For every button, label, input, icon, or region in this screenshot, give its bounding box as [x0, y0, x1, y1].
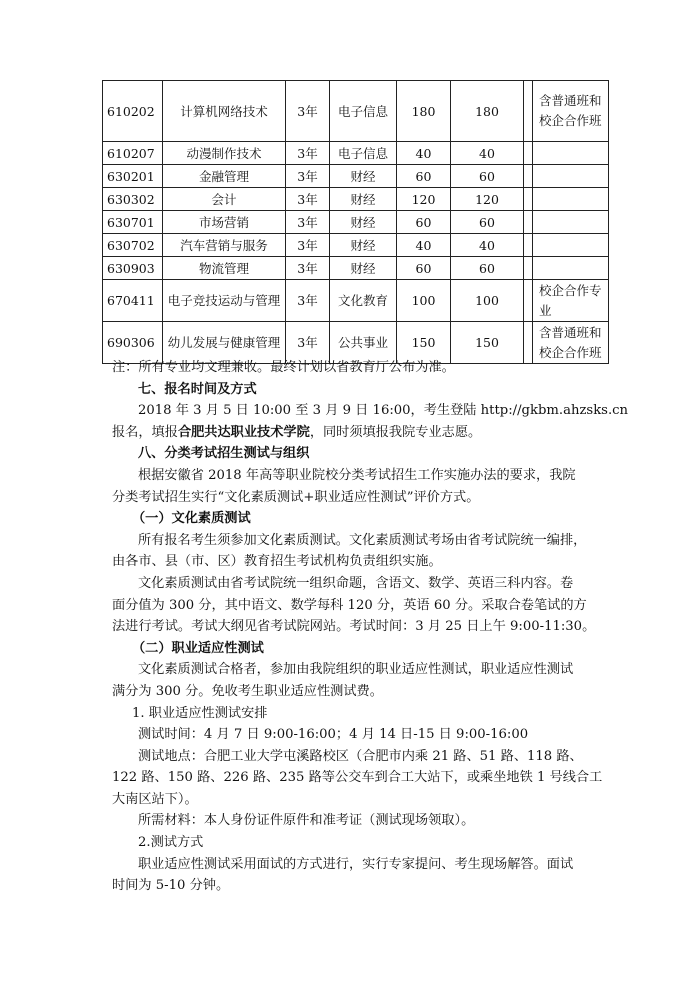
subsection-1-heading: （一）文化素质测试: [132, 511, 251, 527]
cell-code: 630903: [103, 257, 163, 280]
cell-major-name: 金融管理: [163, 165, 286, 188]
cell-major-name: 汽车营销与服务: [163, 234, 286, 257]
s8-paragraph-4-line-1: 文化素质测试合格者，参加由我院组织的职业适应性测试，职业适应性测试: [138, 662, 574, 678]
majors-table-body: [103, 81, 609, 364]
cell-plan-1: 150: [397, 322, 451, 364]
s8-paragraph-3-line-1: 文化素质测试由省考试院统一组织命题，含语文、数学、英语三科内容。卷: [138, 575, 574, 591]
cell-years: 3年: [286, 322, 330, 364]
test-location-line-1: 测试地点：合肥工业大学屯溪路校区（合肥市内乘 21 路、51 路、118 路、: [138, 748, 583, 764]
s8-paragraph-1-line-1: 根据安徽省 2018 年高等职业院校分类考试招生工作实施办法的要求，我院: [138, 467, 576, 483]
cell-plan-2: 180: [451, 81, 524, 142]
cell-category: 财经: [330, 234, 397, 257]
cell-code: 630302: [103, 188, 163, 211]
table-row: [103, 165, 609, 188]
cell-code: 630702: [103, 234, 163, 257]
cell-plan-2: 40: [451, 234, 524, 257]
cell-plan-1: 60: [397, 211, 451, 234]
table-row: [103, 280, 609, 322]
cell-code: 670411: [103, 280, 163, 322]
cell-code: 630701: [103, 211, 163, 234]
cell-note-2: [533, 234, 609, 257]
cell-plan-1: 40: [397, 142, 451, 165]
table-row: [103, 234, 609, 257]
s8-paragraph-2-line-2: 由各市、县（市、区）教育招生考试机构负责组织实施。: [112, 554, 442, 570]
test-time: 测试时间：4 月 7 日 9:00-16:00；4 月 14 日-15 日 9:00-16:00: [138, 727, 529, 743]
cell-code: 610202: [103, 81, 163, 142]
s7-text-pre: 报名，填报: [112, 424, 178, 440]
table-row: [103, 188, 609, 211]
cell-code: 610207: [103, 142, 163, 165]
cell-major-name: 动漫制作技术: [163, 142, 286, 165]
cell-plan-1: 100: [397, 280, 451, 322]
table-row: [103, 211, 609, 234]
cell-major-name: 幼儿发展与健康管理: [163, 322, 286, 364]
s8-paragraph-3-line-2: 面分值为 300 分，其中语文、数学每科 120 分，英语 60 分。采取合卷笔试的方: [112, 597, 587, 613]
cell-major-name: 市场营销: [163, 211, 286, 234]
s8-paragraph-5-line-1: 职业适应性测试采用面试的方式进行，实行专家提问、考生现场解答。面试: [138, 856, 574, 872]
cell-note-1: [524, 188, 533, 211]
s7-paragraph-line-1: 2018 年 3 月 5 日 10:00 至 3 月 9 日 16:00，考生登陆 http://gkbm.ahzsks.cn: [138, 403, 629, 419]
cell-years: 3年: [286, 165, 330, 188]
cell-major-name: 计算机网络技术: [163, 81, 286, 142]
cell-category: 财经: [330, 188, 397, 211]
majors-table: [102, 80, 609, 364]
cell-code: 630201: [103, 165, 163, 188]
cell-years: 3年: [286, 280, 330, 322]
cell-plan-2: 60: [451, 165, 524, 188]
cell-major-name: 会计: [163, 188, 286, 211]
cell-note-2: 校企合作专业: [533, 280, 609, 322]
cell-note-1: [524, 142, 533, 165]
cell-category: 文化教育: [330, 280, 397, 322]
cell-note-1: [524, 280, 533, 322]
cell-plan-2: 60: [451, 211, 524, 234]
cell-plan-2: 120: [451, 188, 524, 211]
cell-years: 3年: [286, 211, 330, 234]
cell-plan-2: 60: [451, 257, 524, 280]
cell-plan-2: 40: [451, 142, 524, 165]
cell-plan-1: 40: [397, 234, 451, 257]
cell-note-2: [533, 165, 609, 188]
table-row: [103, 142, 609, 165]
item-2-heading: 2.测试方式: [138, 835, 204, 851]
cell-note-2: [533, 142, 609, 165]
section-7-heading: 七、报名时间及方式: [138, 381, 257, 397]
cell-plan-1: 60: [397, 165, 451, 188]
cell-category: 电子信息: [330, 81, 397, 142]
cell-plan-2: 150: [451, 322, 524, 364]
cell-years: 3年: [286, 188, 330, 211]
cell-category: 财经: [330, 211, 397, 234]
college-name: 合肥共达职业技术学院: [177, 424, 310, 440]
cell-note-1: [524, 257, 533, 280]
table-row: [103, 257, 609, 280]
s8-paragraph-2-line-1: 所有报名考生须参加文化素质测试。文化素质测试考场由省考试院统一编排，: [138, 532, 587, 548]
table-row: [103, 81, 609, 142]
s8-paragraph-1-line-2: 分类考试招生实行“文化素质测试+职业适应性测试”评价方式。: [112, 489, 480, 505]
table-footnote: 注：所有专业均文理兼收。最终计划以省教育厅公布为准。: [112, 360, 455, 375]
cell-note-2: 含普通班和校企合作班: [533, 81, 609, 142]
cell-note-2: 含普通班和校企合作班: [533, 322, 609, 364]
s7-paragraph-line-2: [112, 422, 602, 444]
cell-plan-1: 180: [397, 81, 451, 142]
cell-major-name: 物流管理: [163, 257, 286, 280]
cell-note-1: [524, 211, 533, 234]
cell-note-2: [533, 188, 609, 211]
test-location-line-3: 大南区站下）。: [112, 791, 198, 807]
cell-code: 690306: [103, 322, 163, 364]
cell-note-1: [524, 165, 533, 188]
s8-paragraph-5-line-2: 时间为 5-10 分钟。: [112, 878, 230, 894]
s8-paragraph-4-line-2: 满分为 300 分。免收考生职业适应性测试费。: [112, 683, 383, 699]
cell-major-name: 电子竞技运动与管理: [163, 280, 286, 322]
section-8-heading: 八、分类考试招生测试与组织: [138, 446, 310, 462]
test-location-line-2: 122 路、150 路、226 路、235 路等公交车到合工大站下，或乘坐地铁 1 号线合工: [112, 770, 603, 786]
cell-note-2: [533, 211, 609, 234]
subsection-2-heading: （二）职业适应性测试: [132, 640, 264, 656]
cell-years: 3年: [286, 142, 330, 165]
item-1-heading: 1. 职业适应性测试安排: [132, 705, 268, 721]
cell-category: 财经: [330, 165, 397, 188]
body-text: [112, 357, 629, 897]
cell-note-1: [524, 81, 533, 142]
required-materials: 所需材料：本人身份证件原件和准考证（测试现场领取）。: [138, 813, 475, 829]
cell-plan-1: 120: [397, 188, 451, 211]
cell-category: 电子信息: [330, 142, 397, 165]
cell-note-1: [524, 234, 533, 257]
cell-plan-1: 60: [397, 257, 451, 280]
cell-category: 财经: [330, 257, 397, 280]
cell-years: 3年: [286, 81, 330, 142]
cell-category: 公共事业: [330, 322, 397, 364]
cell-plan-2: 100: [451, 280, 524, 322]
s8-paragraph-3-line-3: 法进行考试。考试大纲见省考试院网站。考试时间：3 月 25 日上午 9:00-11:30。: [112, 619, 596, 635]
cell-years: 3年: [286, 257, 330, 280]
s7-text-post: ，同时须填报我院专业志愿。: [309, 424, 482, 440]
cell-years: 3年: [286, 234, 330, 257]
cell-note-2: [533, 257, 609, 280]
